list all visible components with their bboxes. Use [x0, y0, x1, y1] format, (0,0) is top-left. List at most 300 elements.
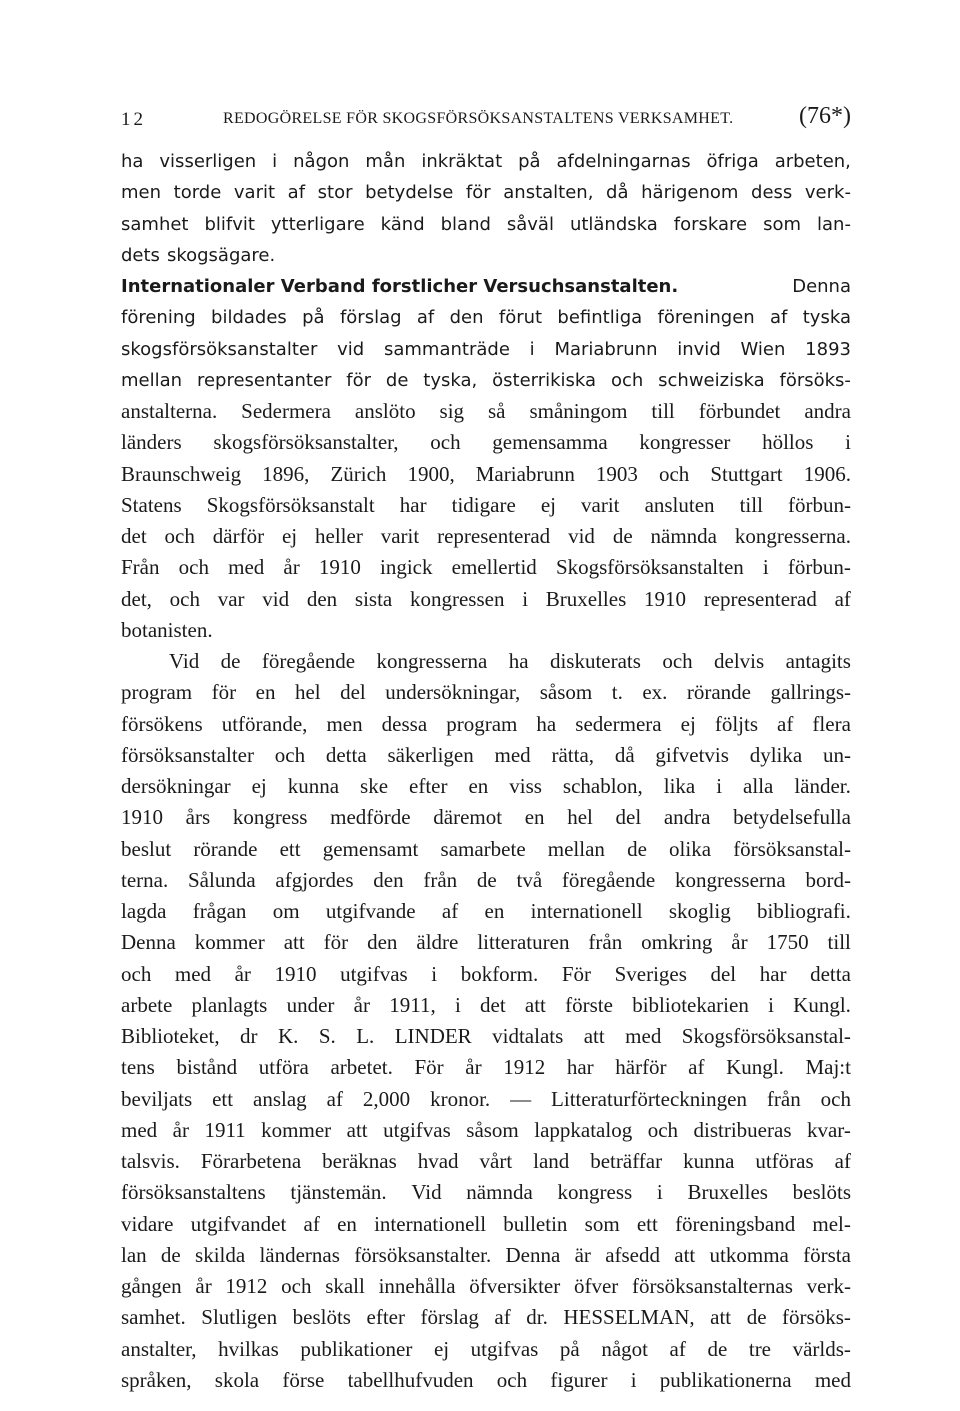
word: de: [160, 1242, 181, 1267]
word: att: [346, 1117, 368, 1142]
word: för: [211, 680, 237, 705]
word: sammanträde: [383, 338, 510, 360]
word: samarbete: [440, 836, 526, 861]
word: 1893: [805, 338, 851, 360]
word: Kungl.: [726, 1055, 784, 1080]
word: anstalten,: [503, 182, 594, 204]
word: de: [220, 649, 241, 673]
word: förbun-: [787, 492, 851, 517]
word: en: [484, 899, 505, 923]
text-line: [121, 1272, 851, 1301]
word: Denna: [121, 930, 176, 955]
text-line: [121, 960, 851, 989]
word: lika: [663, 774, 696, 798]
text-line: [121, 522, 851, 551]
word: bland: [440, 213, 491, 235]
word: K.: [277, 1024, 299, 1048]
word: af: [326, 1086, 343, 1111]
word: representerad: [703, 586, 817, 611]
word: och: [430, 430, 461, 455]
word: har: [399, 492, 427, 517]
word: och: [164, 524, 195, 548]
word: Bruxelles: [545, 586, 627, 611]
word: i: [716, 774, 723, 798]
text-line: [121, 1053, 851, 1082]
word: del: [710, 961, 737, 986]
text-line: [121, 1116, 851, 1145]
word: rörande: [193, 836, 258, 861]
word: som: [584, 1211, 620, 1236]
word: en: [255, 680, 276, 705]
word: har: [759, 961, 787, 986]
word: med: [494, 742, 531, 767]
word: hvad: [417, 1149, 459, 1173]
text-line: [121, 460, 851, 489]
word: heller: [315, 524, 363, 548]
word: utföra: [258, 1055, 309, 1080]
word: anstalter,: [121, 1336, 197, 1361]
word: länders: [121, 430, 182, 455]
word: såsom: [466, 1117, 519, 1142]
word: dr.: [526, 1305, 548, 1330]
word: program: [121, 680, 193, 705]
word: vidare: [121, 1211, 174, 1236]
word: utländska: [569, 213, 658, 235]
word: medförde: [330, 805, 411, 830]
word: schablon,: [562, 774, 643, 798]
word: i: [656, 1180, 663, 1205]
word: arbeten,: [774, 151, 851, 172]
word: anslag: [253, 1086, 307, 1111]
word: den: [449, 307, 484, 329]
word: kongresserna: [674, 867, 786, 892]
word: de: [746, 1305, 767, 1330]
word: Skogsförsöksanstalten: [555, 555, 744, 580]
word: år: [731, 930, 748, 955]
word: en: [524, 805, 545, 830]
page-header: [121, 103, 851, 137]
text-line: [121, 1335, 851, 1364]
word: flera: [812, 711, 851, 736]
word: Vid: [411, 1180, 442, 1205]
text-line: [121, 428, 851, 457]
word: Sålunda: [187, 867, 256, 892]
word: härigenom: [641, 182, 739, 204]
word: —: [510, 1086, 532, 1111]
word: af: [688, 1055, 705, 1080]
word: den: [306, 586, 338, 611]
word: Zürich: [330, 461, 387, 486]
word: Biblioteket,: [121, 1024, 220, 1048]
text-line: [121, 1178, 851, 1207]
text-line: [121, 647, 851, 676]
word: forskare: [673, 213, 748, 235]
word: lappkatalog: [534, 1117, 633, 1142]
word: gifvetvis: [655, 742, 729, 767]
word: tyska: [802, 307, 851, 329]
word: Från: [121, 555, 160, 580]
word: från: [423, 867, 458, 892]
word: föreningsband: [675, 1211, 796, 1236]
word: bildades: [211, 307, 287, 329]
word: andra: [804, 399, 851, 423]
word: dess: [751, 182, 793, 204]
word: den: [367, 930, 398, 955]
text-line: [121, 835, 851, 864]
word: då: [614, 742, 635, 767]
word: ansluten: [644, 492, 715, 517]
word: figurer: [550, 1367, 608, 1392]
word: invid: [677, 338, 721, 360]
word: planlagts: [191, 992, 268, 1017]
word: kommer: [194, 930, 265, 955]
word: tre: [748, 1336, 772, 1361]
word: alla: [743, 774, 774, 798]
text-line: [121, 772, 851, 801]
word: samhet: [121, 213, 189, 235]
word: tens: [121, 1055, 155, 1080]
word: af: [834, 1149, 851, 1173]
word: utkomma: [709, 1242, 789, 1267]
text-line: [121, 397, 851, 426]
word: försöks-: [779, 369, 851, 391]
word: bibliografi.: [757, 899, 851, 923]
word: efter: [366, 1305, 405, 1330]
word: känd: [380, 213, 425, 235]
word: följts: [714, 711, 758, 736]
word: varit: [380, 524, 420, 548]
word: ett: [212, 1086, 234, 1111]
word: skall: [325, 1274, 365, 1298]
word: och: [658, 461, 690, 486]
word: 1912: [225, 1274, 268, 1298]
word: hvilkas: [218, 1336, 279, 1361]
word: öfversikter: [469, 1274, 561, 1298]
document-reference: (76*): [799, 103, 851, 129]
text-line: [121, 803, 851, 832]
word: ske: [360, 774, 389, 798]
word: i: [272, 151, 278, 172]
word: dylika: [749, 742, 803, 767]
word: kongress: [557, 1180, 633, 1205]
word: 1900,: [407, 461, 455, 486]
word: program: [446, 711, 518, 736]
word: schweiziska: [658, 369, 765, 391]
word: den: [373, 867, 404, 892]
word: litteraturen: [477, 930, 570, 955]
word: för: [346, 369, 372, 391]
word: två: [516, 867, 543, 892]
word: det,: [121, 586, 152, 611]
word: försöksanstalter.: [354, 1242, 492, 1267]
word: Bruxelles: [687, 1180, 768, 1205]
word: diskuterats: [549, 649, 641, 673]
word: i: [522, 586, 529, 611]
word: För: [414, 1055, 444, 1080]
word: ingick: [380, 555, 433, 580]
word: botanisten.: [121, 617, 213, 642]
word: förbun-: [787, 555, 851, 580]
word: i: [845, 430, 851, 455]
word: 1906.: [803, 461, 851, 486]
word: nämnda: [466, 1180, 533, 1205]
word: un-: [822, 742, 851, 767]
word: öfver: [573, 1274, 619, 1298]
word: land: [533, 1149, 570, 1173]
word: För: [561, 961, 592, 986]
word: i: [529, 338, 535, 360]
word: af: [303, 1211, 320, 1236]
word: representerad: [437, 524, 551, 548]
word: LINDER: [394, 1024, 472, 1048]
word: undersökningar,: [385, 680, 521, 705]
word: någon: [293, 151, 350, 172]
word: om: [272, 899, 300, 923]
word: ej: [433, 1336, 450, 1361]
word: förse: [282, 1367, 325, 1392]
word: varit: [581, 492, 620, 517]
word: S.: [318, 1024, 336, 1048]
word: Skogsförsöksanstal-: [681, 1024, 851, 1048]
word: del: [340, 680, 366, 705]
word: innehålla: [378, 1274, 456, 1298]
word: Skogsförsöksanstalt: [206, 492, 375, 517]
word: ha: [121, 151, 144, 172]
word: kongresser: [639, 430, 731, 455]
section-heading: Internationaler Verband forstlicher Versuchsanstalten.: [121, 276, 679, 297]
word: Maj:t: [805, 1055, 851, 1080]
word: arbetet.: [330, 1055, 393, 1080]
word: utföras: [755, 1149, 814, 1173]
word: lagda: [121, 899, 167, 923]
word: är: [574, 1242, 591, 1267]
word: verk-: [804, 182, 851, 204]
word: L.: [356, 1024, 375, 1048]
word: utgifvande: [325, 899, 416, 923]
word: skilda: [195, 1242, 246, 1267]
word: därför: [212, 524, 265, 548]
word: ex.: [642, 680, 668, 705]
word: af: [777, 711, 794, 736]
word: försöks-: [782, 1305, 851, 1330]
word: dets: [121, 244, 160, 266]
word: publikationer: [300, 1336, 413, 1361]
running-title: REDOGÖRELSE FÖR SKOGSFÖRSÖKSANSTALTENS VERKSAMHET.: [223, 110, 734, 127]
text-line: [121, 741, 851, 770]
word: utgifvandet: [190, 1211, 287, 1236]
word: vårt: [479, 1149, 513, 1173]
word: utgifvas: [383, 1117, 451, 1142]
word: i: [762, 555, 769, 580]
word: ytterligare: [270, 213, 365, 235]
word: förslag: [420, 1305, 479, 1330]
word: mel-: [812, 1211, 851, 1236]
word: sista: [354, 586, 393, 611]
word: år: [195, 1274, 212, 1298]
word: att: [710, 1305, 732, 1330]
word: småningom: [529, 399, 628, 423]
word: betydelsefulla: [733, 805, 851, 830]
word: härför: [615, 1055, 667, 1080]
word: såsom: [539, 680, 593, 705]
word: års: [185, 805, 211, 830]
word: världs-: [792, 1336, 851, 1361]
word: försöksanstaltens: [121, 1180, 266, 1205]
word: anstalterna.: [121, 399, 218, 423]
word: blifvit: [204, 213, 255, 235]
word: österrikiska: [492, 369, 597, 391]
text-line: [121, 1241, 851, 1270]
word: för: [323, 930, 349, 955]
word: verk-: [806, 1274, 851, 1298]
word: bord-: [805, 867, 851, 892]
word: 1910: [318, 555, 361, 580]
word: föregående: [261, 649, 356, 673]
word: 1911: [204, 1117, 246, 1142]
word: såväl: [506, 213, 554, 235]
word: med: [174, 961, 212, 986]
word: lan: [121, 1242, 147, 1267]
word: med: [121, 1117, 158, 1142]
word: frågan: [192, 899, 247, 923]
text-line: [121, 491, 851, 520]
word: af: [494, 1305, 511, 1330]
word: att: [583, 1024, 605, 1048]
word: rörande: [686, 680, 752, 705]
word: år: [465, 1055, 482, 1080]
word: kronor.: [430, 1086, 491, 1111]
word: och: [496, 1367, 528, 1392]
word: förbundet: [698, 399, 781, 423]
word: till: [651, 399, 675, 423]
word: och: [820, 1086, 851, 1111]
word: beslöts: [792, 1180, 851, 1205]
word: förslag: [339, 307, 402, 329]
word: skoglig: [668, 899, 731, 923]
word: tabellhufvuden: [347, 1367, 474, 1392]
text-line: [121, 1303, 851, 1332]
word: afdelningarnas: [556, 151, 691, 172]
word: mån: [365, 151, 406, 172]
word: t.: [611, 680, 623, 705]
word: att: [674, 1242, 696, 1267]
text-line: [121, 303, 851, 332]
word: då: [606, 182, 629, 204]
body-text: [121, 147, 851, 1397]
word: dessa: [381, 711, 428, 736]
word: Förarbetena: [200, 1149, 302, 1173]
word: Statens: [121, 492, 182, 517]
word: internationell: [530, 899, 643, 923]
word: nämnda: [650, 524, 718, 548]
word: beviljats: [121, 1086, 193, 1111]
word: och: [178, 555, 209, 580]
text-line: [121, 1210, 851, 1239]
word: försöksanstalter: [121, 742, 254, 767]
word: kvar-: [806, 1117, 851, 1142]
word: 2,000: [362, 1086, 411, 1111]
word: varit: [233, 182, 276, 204]
word: kongresserna: [376, 649, 488, 673]
word: Denna: [505, 1242, 561, 1267]
word: men: [121, 182, 162, 204]
word: de: [385, 369, 409, 391]
word: vid: [262, 586, 290, 611]
word: stor: [317, 182, 353, 204]
text-line: [121, 210, 851, 239]
word: 1750: [766, 930, 809, 955]
text-line: [121, 1085, 851, 1114]
text-line: [121, 710, 851, 739]
word: försöksanstal-: [733, 836, 851, 861]
word: och: [610, 369, 644, 391]
word: sedermera: [575, 711, 662, 736]
word: att: [524, 992, 546, 1017]
text-line: [121, 897, 851, 926]
word: Stuttgart: [710, 461, 783, 486]
word: internationell: [374, 1211, 487, 1236]
word: och: [121, 961, 152, 986]
word: tjänstemän.: [290, 1180, 387, 1205]
word: språken,: [121, 1367, 192, 1392]
word: med: [814, 1367, 851, 1392]
word: vid: [568, 524, 595, 548]
word: var: [217, 586, 245, 611]
word: vid: [337, 338, 365, 360]
text-line: [121, 928, 851, 957]
word: de: [612, 524, 633, 548]
word: visserligen: [159, 151, 257, 172]
word: skogsägare.: [166, 244, 276, 266]
word: att: [283, 930, 305, 955]
word: beträffar: [590, 1149, 663, 1173]
word: befintliga: [557, 307, 643, 329]
word: säkerligen: [387, 742, 474, 767]
word: år: [353, 992, 370, 1017]
word: Sedermera: [241, 399, 331, 423]
word: andra: [663, 805, 711, 830]
word: dr: [240, 1024, 258, 1048]
word: beräknas: [322, 1149, 397, 1173]
page-number: 12: [121, 109, 146, 130]
word: ej: [251, 774, 267, 798]
word: kunna: [287, 774, 340, 798]
text-line: [121, 553, 851, 582]
text-line: [121, 991, 851, 1020]
word: något: [601, 1336, 648, 1361]
word: ha: [508, 649, 529, 673]
word: representanter: [196, 369, 332, 391]
word: 1903: [595, 461, 638, 486]
text-line: [121, 866, 851, 895]
word: ländernas: [259, 1242, 340, 1267]
word: bibliotekarien: [632, 992, 749, 1017]
word: hel: [294, 680, 321, 705]
word: en: [468, 774, 489, 798]
word: Braunschweig: [121, 461, 242, 486]
word: första: [803, 1242, 851, 1267]
word: sig: [439, 399, 465, 423]
word: försöksanstalternas: [631, 1274, 793, 1298]
word: föregående: [561, 867, 656, 892]
word: de: [476, 867, 497, 892]
word: gallrings-: [770, 680, 851, 705]
word: afsedd: [605, 1242, 660, 1267]
word: försökens: [121, 711, 203, 736]
word: förste: [565, 992, 613, 1017]
text-line: [121, 678, 851, 707]
word: gemensamma: [492, 430, 608, 455]
